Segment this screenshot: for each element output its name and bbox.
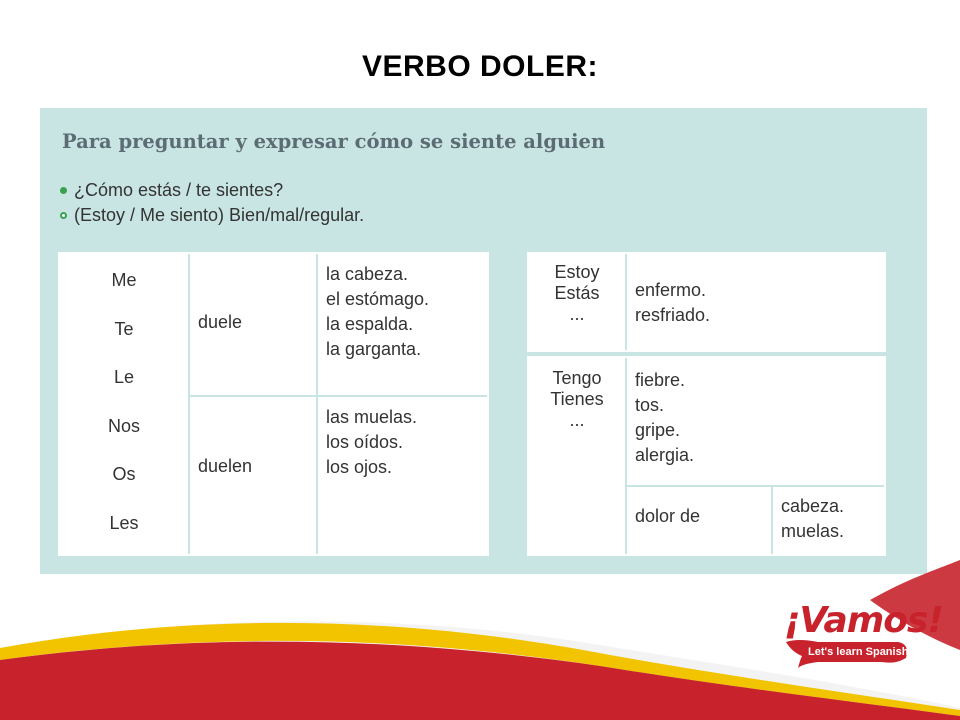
pronoun: Te [114,318,134,339]
bullet-text: (Estoy / Me siento) Bien/mal/regular. [74,205,365,225]
estar-table [527,252,886,352]
noun: la cabeza. [326,264,409,284]
noun: los oídos. [326,432,404,452]
doler-table [58,252,489,556]
body-part: cabeza. [781,496,845,516]
bullet-item [60,203,364,228]
estar-adjectives [635,278,710,328]
noun: la garganta. [326,339,422,359]
pronoun: Les [109,512,139,533]
noun: el estómago. [326,289,430,309]
verb-form: Tengo [552,368,602,388]
noun: la espalda. [326,314,414,334]
noun: fiebre. [635,370,686,390]
bullet-open-icon [60,212,67,219]
verb-form: ... [569,410,585,430]
bullet-item [60,178,364,203]
logo-wordmark: ¡Vamos! [784,600,943,641]
verb-form: Tienes [550,389,604,409]
noun: tos. [635,395,665,415]
pronoun: Le [113,367,135,387]
bullet-text: ¿Cómo estás / te sientes? [74,180,284,200]
verb-singular: duele [198,312,243,332]
tener-nouns [635,368,694,468]
body-part: muelas. [781,521,845,541]
noun: gripe. [635,420,681,440]
dolor-label: dolor de [635,506,701,526]
verb-form: ... [569,304,585,324]
noun: alergia. [635,445,695,465]
estar-forms [529,262,625,325]
tener-forms [529,368,625,431]
pronoun-column [60,256,188,547]
bullet-filled-icon [60,187,67,194]
logo-tagline: Let's learn Spanish [808,646,909,658]
pronoun: Os [112,464,136,484]
grammar-panel [40,108,927,574]
slide-title: VERBO DOLER: [361,50,598,83]
vamos-logo [778,598,943,686]
adjective: enfermo. [635,280,707,300]
panel-heading: Para preguntar y expresar cómo se siente alguien [62,130,606,153]
singular-noun-list [326,262,429,362]
tener-table [527,356,886,556]
noun: los ojos. [326,457,393,477]
plural-noun-list [326,405,417,480]
verb-form: Estoy [554,262,600,282]
noun: las muelas. [326,407,418,427]
pronoun: Me [111,270,137,290]
adjective: resfriado. [635,305,711,325]
verb-form: Estás [554,283,600,303]
pronoun: Nos [107,415,140,436]
dolor-parts [781,494,844,544]
bullet-list [60,178,364,228]
verb-plural: duelen [198,456,253,476]
